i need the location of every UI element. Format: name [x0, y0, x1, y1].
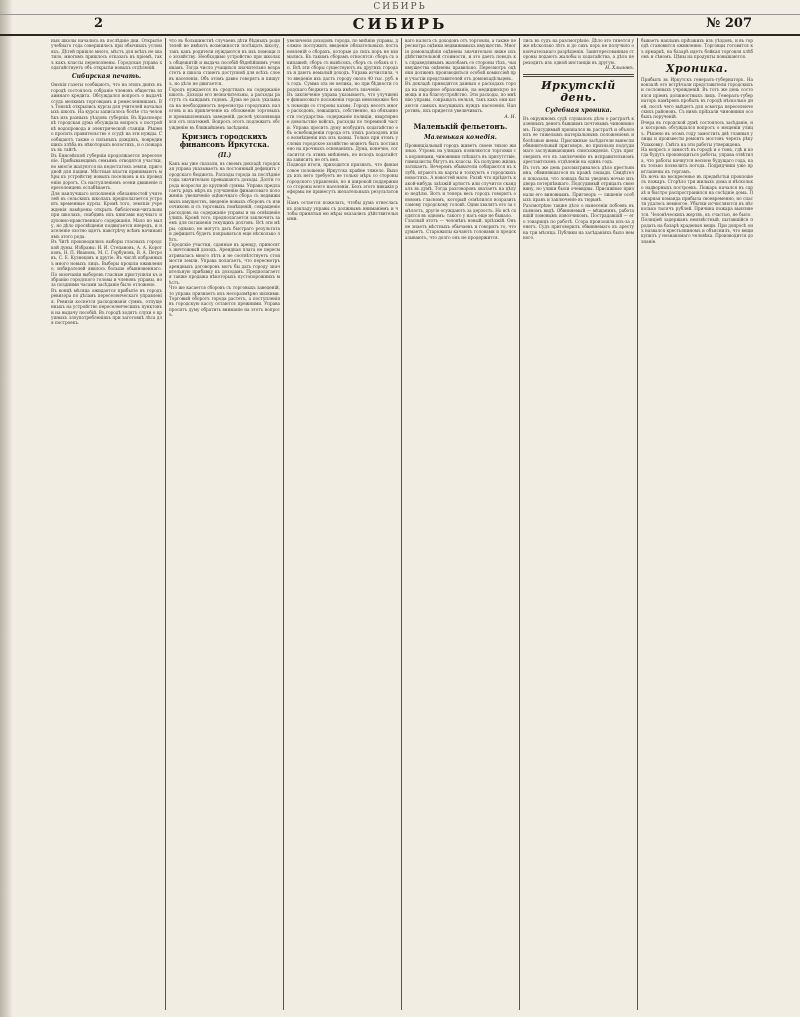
article-paragraph: Полиціей задержанъ неизвѣстный, пытавшійся продать на базарѣ краденыя вещи. При допросѣ онъ назвался крестьяниномъ и объяснилъ, что вещи купилъ у незнакомаго человѣка. Производится дознаніе. [641, 217, 753, 244]
running-head-strip [0, 0, 800, 15]
article-heading: Судебная хроника. [545, 107, 612, 115]
article-heading: Сибирская печать. [71, 73, 142, 81]
newspaper-title: СИБИРЬ [352, 15, 448, 33]
article-paragraph: Что же касается сборовъ съ торговыхъ заведеній, то управа признаетъ ихъ несоразмѣрно низкими. Торговый оборотъ города растетъ, а поступленія въ городскую кассу остаются прежними. Управа проситъ думу обратить вниманіе на этотъ вопросъ. [169, 285, 280, 318]
column-6 [638, 38, 756, 1010]
article-paragraph: Разсмотрѣно также дѣло о нанесеніи побоевъ въ пьяномъ видѣ. Обвиняемый — мѣщанинъ, работавшій ломовымъ извозчикомъ. Пострадавшій — его товарищъ по работѣ. Ссора произошла изъ-за денегъ. Судъ приговорилъ обвиняемаго къ аресту на три мѣсяца. Публики на засѣданіяхъ было немного. [523, 202, 634, 240]
column-3 [284, 38, 402, 1010]
page-fold-shadow [0, 0, 12, 1017]
article-paragraph: ваго налога съ доходовъ отъ торговли, а также пересмотра оцѣнки недвижимыхъ имуществъ. Многія домовладѣнія оцѣнены значительно ниже ихъ дѣйствительной стоимости, и это даетъ поводъ къ справедливымъ жалобамъ со стороны тѣхъ, чьи имущества оцѣнены правильно. Пересмотръ оцѣнки долженъ производиться особой комиссіей при участіи представителей отъ домовладѣльцевъ. [405, 38, 516, 81]
page-number: 2 [94, 16, 104, 31]
author-signoff: А. Н. [504, 114, 516, 120]
article-columns [48, 38, 760, 1010]
article-paragraph: На вопросъ о замостѣ въ городѣ и о томъ, гдѣ и когда будутъ производиться работы, управа отвѣтила, что работы начнутся весною будущаго года, какъ только позволитъ погода. Подрядчики уже приглашены къ торгамъ. [641, 146, 753, 174]
article-paragraph: Омскія газеты сообщаютъ, что на этихъ дняхъ въ городѣ состоялось собраніе членовъ общества взаимнаго кредита. Обсуждался вопросъ о выдачѣ ссудъ мелкимъ торговцамъ и ремесленникамъ. Въ Томскѣ открылись курсы для учителей начальныхъ школъ. На курсы записалось болѣе ста человѣкъ изъ разныхъ уѣздовъ губерніи. Въ Красноярскѣ городская дума обсуждала вопросъ о постройкѣ водопровода и электрической станціи. Рѣшено просить правительство о ссудѣ на эти нужды. Сообщаютъ также о сильныхъ дождяхъ, повредившихъ хлѣба въ нѣкоторыхъ волостяхъ, и о пожарахъ въ тайгѣ. [51, 82, 162, 153]
article-paragraph: Прибылъ въ Иркутскъ генералъ-губернаторъ. На вокзалѣ его встрѣчали представители городскихъ и сословныхъ учрежденій. Въ тотъ же день состоялся пріемъ должностныхъ лицъ. Генералъ-губернаторъ намѣренъ пробыть въ городѣ нѣсколько дней, послѣ чего выѣдетъ для осмотра переселенческихъ районовъ. Съ нимъ пріѣхали чиновники особыхъ порученій. [641, 76, 753, 120]
column-2 [166, 38, 284, 1010]
article-paragraph: Въ Енисейской губерніи продолжается переселеніе. Прибывающимъ семьямъ отводятся участки, но многіе жалуются на недостатокъ земли, пригодной для пашни. Мѣстныя власти принимаютъ мѣры къ устройству новыхъ поселковъ и къ проведенію дорогъ. Съ наступленіемъ осени движеніе переселенцевъ ослабѣваетъ. [51, 152, 163, 191]
article-paragraph: Въ ночь на воскресенье въ предмѣстьи произошелъ пожаръ. Сгорѣло три жилыхъ дома и нѣсколько надворныхъ построекъ. Пожаръ начался въ сараѣ и быстро распространился на сосѣдніе дома. Пожарная команда прибыла своевременно, но спасти удалось немногое. Убытки исчисляются въ нѣсколько тысячъ рублей. Причина пожара выясняется. Человѣческихъ жертвъ, къ счастью, не было. [641, 173, 753, 217]
author-signoff: Н. Хлызовъ. [605, 66, 634, 72]
masthead [0, 14, 800, 36]
article-paragraph: Городъ нуждается въ средствахъ на содержаніе школъ. Доходы его незначительны, а расходы растутъ съ каждымъ годомъ. Дума не разъ указывала на необходимость пересмотра городскихъ налоговъ и на привлеченіе къ обложенію торговыхъ и промышленныхъ заведеній, доселѣ уклоняющихся отъ платежей. Вопросъ этотъ подлежитъ обсужденію въ ближайшемъ засѣданіи. [169, 86, 280, 130]
article-paragraph: Какъ мы уже сказали, въ своемъ докладѣ городская управа указываетъ на постоянный дефицитъ городскаго бюджета. Расходы города за послѣдніе годы значительно превышаютъ доходы. Долги города возросли до крупной суммы. Управа предлагаетъ рядъ мѣръ къ улучшенію финансоваго положенія: увеличеніе оцѣночнаго сбора съ недвижимыхъ имуществъ, введеніе новыхъ сборовъ съ извозчиковъ и съ торговыхъ помѣщеній, сокращеніе расходовъ на содержаніе управы и на освѣщеніе улицъ. Кромѣ того, предполагается заключить заемъ для погашенія текущихъ долговъ. Всѣ эти мѣры, однако, не могутъ дать быстраго результата и дефицитъ будетъ покрываться еще нѣсколько лѣтъ. [169, 160, 280, 242]
column-4 [402, 38, 520, 1010]
article-paragraph: бываетъ наплывъ пріѣзжихъ изъ уѣздовъ, и въ городѣ становится оживленно. Торговцы готовятся къ ярмаркѣ, на базарѣ идетъ бойкая торговля хлѣбомъ и сѣномъ. Цѣны на продукты повышаются. [641, 38, 753, 60]
running-head: СИБИРЬ [373, 2, 427, 12]
article-paragraph: Въ докладѣ приводятся данныя о расходахъ города на народное образованіе, на медицинскую помощь и на благоустройство. Эти расходы, по мнѣнію управы, сокращать нельзя, такъ какъ они касаются самыхъ насущныхъ нуждъ населенія. Напротивъ, ихъ придется увеличивать. [405, 81, 516, 114]
article-heading: Кризисъ городскихъ финансовъ Иркутска. [179, 131, 270, 149]
article-paragraph: что въ большинствѣ случаевъ дѣти бѣдныхъ родителей не имѣютъ возможности посѣщать школу, такъ какъ родители нуждаются въ ихъ помощи по хозяйству. Необходимо устройство при школахъ общежитій и выдача пособій бѣднѣйшимъ ученикамъ. Тогда число учащихся значительно возрастетъ и школа станетъ доступной для всѣхъ слоевъ населенія. Объ этомъ давно говорятъ и пишутъ, но дѣло не двигается. [169, 38, 280, 87]
article-paragraph: Городскіе участки, сданные въ аренду, приносятъ ничтожный доходъ. Арендная плата не пересматривалась много лѣтъ и не соотвѣтствуетъ стоимости земли. Управа полагаетъ, что пересмотръ арендныхъ договоровъ могъ бы дать городу значительную прибавку къ доходамъ. Предполагается также продажа нѣкоторыхъ пустопорожнихъ мѣстъ. [169, 242, 280, 285]
column-5 [520, 38, 638, 1010]
article-heading: (II.) [217, 151, 232, 159]
article-paragraph: увеличенія доходовъ города, по мнѣнію управы, должно послужить введеніе обязательныхъ постановленій о сборахъ, которые до сихъ поръ не взимались. Къ такимъ сборамъ относятся: сборъ съ экипажей, сборъ съ вывѣсокъ, сборъ съ собакъ и т. п. Всѣ эти сборы существуютъ въ другихъ городахъ и даютъ немалый доходъ. Управа исчислила, что введеніе ихъ дастъ городу около 40 тыс. руб. въ годъ. Сумма эта не велика, но при бѣдности городскаго бюджета и она имѣетъ значеніе. [287, 38, 398, 92]
article-paragraph: ныя школы начались въ послѣдніе дни. Открытіе учебнаго года совершилось при обычныхъ условіяхъ. Дѣтей пришло много, мѣстъ для всѣхъ не хватило, многимъ пришлось отказать въ пріемѣ, такъ какъ классы переполнены. Городская управа ходатайствуетъ объ открытіи новыхъ отдѣленій. [51, 38, 162, 71]
article-heading: Иркутскій день. [541, 79, 616, 105]
article-paragraph: Для наилучшаго исполненія обязанностей учителей въ сельскихъ школахъ предполагается устроить временные курсы. Кромѣ того, земскія учрежденія намѣрены открыть библіотеки-читальни при школахъ, снабдивъ ихъ книгами научнаго и духовно-нравственнаго содержанія. Мало по малу, но дѣло просвѣщенія подвигается впередъ, и населеніе охотно идетъ навстрѣчу всѣмъ начинаніямъ этого рода. [51, 190, 162, 239]
article-paragraph: Въ заключеніе управа указываетъ, что улучшеніе финансоваго положенія города невозможно безъ помощи со стороны казны. Городъ несетъ много расходовъ, лежащихъ, собственно, на обязанности государства: содержаніе полиціи, квартирное довольствіе войскъ, расходы по тюремной части. Управа проситъ думу возбудить ходатайство объ освобожденіи города отъ этихъ расходовъ или о возмѣщеніи ихъ изъ казны. Только при этомъ условіи городское хозяйство можетъ быть поставлено на прочныхъ основаніяхъ. Дума, конечно, согласится съ этимъ мнѣніемъ, но исходъ ходатайства зависитъ не отъ нея. [287, 92, 398, 162]
article-paragraph: Вчера въ городской думѣ состоялось засѣданіе, на которомъ обсуждался вопросъ о мощеніи улицъ. Рѣшено въ этомъ году замостить двѣ главныя улицы и произвести ремонтъ мостовъ черезъ рѣку Ушаковку. Смѣта на эти работы утверждена. [641, 119, 753, 147]
article-paragraph: Гласный этотъ — человѣкъ новый, пріѣзжій. Онъ не знаетъ мѣстныхъ обычаевъ и говоритъ то, что думаетъ. Старожилы качаютъ головами и предсказываютъ, что долго онъ не продержится. [405, 218, 516, 240]
article-heading: Хроника. [666, 61, 728, 75]
section-divider [523, 74, 634, 77]
article-paragraph: Подводя итоги, приходится признать, что финансовое положеніе Иркутска крайне тяжело. Выходъ изъ него требуетъ не только мѣръ со стороны городского управленія, но и широкой поддержки со стороны всего населенія. Безъ этого никакія реформы не принесутъ желательныхъ результатовъ. [287, 162, 398, 200]
article-paragraph: Намъ остается пожелать, чтобы дума отнеслась къ докладу управы съ должнымъ вниманіемъ и чтобы принятыя ею мѣры оказались дѣйствительными. [287, 200, 398, 222]
article-paragraph: Въ тотъ же день разсматривалось дѣло крестьянина, обвинявшагося въ кражѣ лошади. Свидѣтели показали, что лошадь была уведена ночью изъ двора потерпѣвшаго. Подсудимый отрицалъ свою вину, но улики были очевидны. Присяжные признали его виновнымъ. Приговоръ — лишеніе особыхъ правъ и заключеніе въ тюрьмѣ. [523, 164, 634, 203]
article-paragraph: Въ окружномъ судѣ слушалось дѣло о растратѣ казенныхъ денегъ бывшимъ почтовымъ чиновникомъ. Подсудимый признался въ растратѣ и объяснилъ ее тяжелымъ матеріальнымъ положеніемъ и болѣзнью жены. Присяжные засѣдатели вынесли обвинительный приговоръ, но признали подсудимаго заслуживающимъ снисхожденія. Судъ приговорилъ его къ заключенію въ исправительномъ арестантскомъ отдѣленіи на одинъ годъ. [523, 116, 635, 165]
article-paragraph: Въ Читѣ производились выборы гласныхъ городской думы. Избраны: И. И. Степановъ, А. А. Коротковъ, Н. П. Ивановъ, М. С. Горбуновъ, В. А. Петровъ, С. Е. Кузнецовъ и другіе. Въ числѣ избранныхъ много новыхъ лицъ. Выборы прошли оживленно, избирателей явилось больше обыкновеннаго. По окончаніи выборовъ гласные приступили къ избранію городского головы и членовъ управы, но за поздними часами засѣданіе было отложено. [51, 239, 162, 288]
column-1 [48, 38, 166, 1010]
article-paragraph: Провинціальный городъ живетъ своею тихою жизнью. Утромъ на улицахъ появляются торговки съ корзинами, чиновники спѣшатъ въ присутствіе, гимназисты бѣгутъ въ классы. Къ полудню жизнь затихаетъ. Вечеромъ обыватели собираются въ клубѣ, играютъ въ карты и толкуютъ о городскихъ новостяхъ. А новостей мало. Развѣ что пріѣдетъ какой-нибудь заѣзжій артистъ или случится скандалъ въ думѣ. Тогда разговоровъ хватаетъ на цѣлую недѣлю. Вотъ и теперь весь городъ говоритъ о новомъ гласномъ, который осмѣлился возразить самому городскому головѣ. Одни хвалятъ его за смѣлость, другіе осуждаютъ за дерзость. Но всѣ сходятся въ одномъ: такого у насъ еще не бывало. [405, 142, 516, 218]
article-heading: Маленькая комедія. [424, 133, 497, 141]
article-heading: Маленькій фельетонъ. [413, 121, 508, 131]
article-paragraph: Въ концѣ мѣсяца ожидается прибытіе въ городъ ревизора по дѣламъ переселенческаго управленія. Ревизія коснется расходованія суммъ, отпущенныхъ на устройство переселенческихъ пунктовъ и на выдачу пособій. Въ городѣ ходятъ слухи о крупныхъ злоупотребленіяхъ при заготовкѣ лѣса для построекъ. [51, 287, 162, 326]
article-paragraph: лись въ судъ на разсмотрѣніе. Дѣло это тянется уже нѣсколько лѣтъ и до сихъ поръ не получило окончательнаго разрѣшенія. Заинтересованныя стороны подаютъ жалобы и ходатайства, а дѣло переходитъ изъ одной инстанціи въ другую. [523, 38, 634, 65]
issue-number: № 207 [706, 16, 752, 31]
